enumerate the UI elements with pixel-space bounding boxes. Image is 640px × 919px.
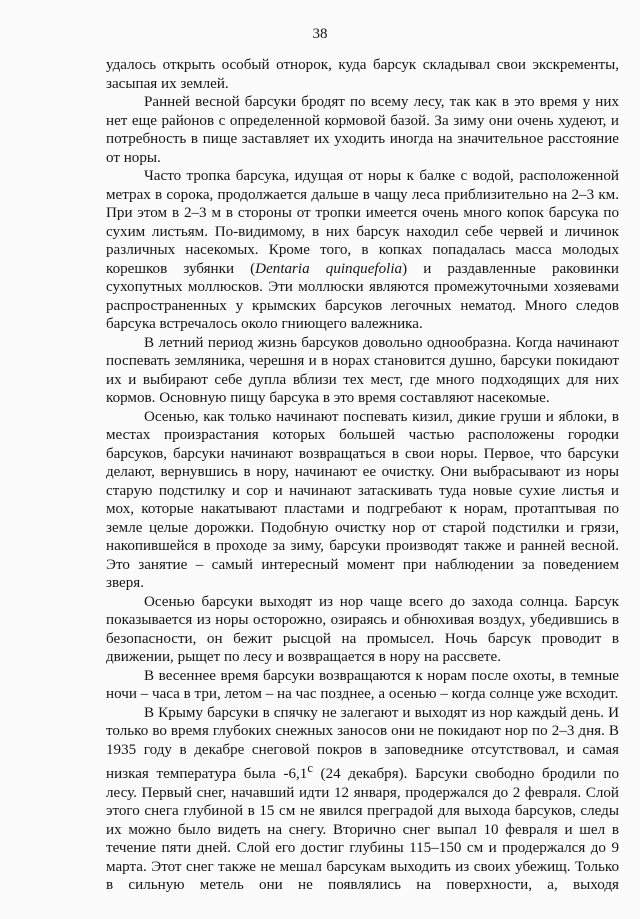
body-text	[106, 56, 619, 895]
page-number: 38	[312, 26, 328, 42]
paragraph: удалось открыть особый отнорок, куда барсук складывал свои экскременты, засыпая их землей.	[106, 57, 619, 92]
paragraph: Ранней весной барсуки бродят по всему лесу, так как в это время у них нет еще районов с определенной кормовой базой. За зиму они очень худеют, и потребность в пище заставляет их уходить иногда на значительное расстояние от норы.	[106, 94, 619, 166]
paragraph-text: Часто тропка барсука, идущая от норы к балке с водой, расположенной метрах в сорока, продолжается дальше в чащу леса приблизительно на 2–3 км. При этом в 2–3 м в стороны от тропки имеется очень много копок барсука по сухим листьям. По-видимому, в них барсук находил себе червей и личинок различных насекомых. Кроме того, в копках попадалась масса молодых корешков зубянки (	[106, 168, 619, 277]
paragraph-text: В Крыму барсуки в спячку не залегают и выходят из нор каждый день. И только во время глубоких снежных заносов они не покидают нор по 2–3 дня. В 1935 году в декабре снеговой покров в заповеднике отсутствовал, и самая низкая температура была -6,1	[106, 704, 619, 783]
paragraph: Осенью, как только начинают поспевать кизил, дикие груши и яблоки, в местах произрастания которых большей частью расположены городки барсуков, барсуки начинают возвращаться в свои норы. Первое, что барсуки делают, вернувшись в нору, начинают ее очистку. Они выбрасывают из норы старую подстилку и сор и начинают затаскивать туда новые сухие листья и мох, которые накатывают пластами и подгребают к норам, протаптывая по земле целые дорожки. Подобную очистку нор от старой подстилки и грязи, накопившейся в проходе за зиму, барсуки производят также и ранней весной. Это занятие – самый интересный момент при наблюдении за поведением зверя.	[106, 408, 619, 591]
paragraph	[106, 704, 619, 895]
species-name: Dentaria quinquefolia	[255, 260, 403, 277]
paragraph: В летний период жизнь барсуков довольно однообразна. Когда начинают поспевать земляника, черешня и в норах становится душно, барсуки покидают их и выбирают себе дупла вблизи тех мест, где много подходящих для них кормов. Основную пищу барсука в это время составляют насекомые.	[106, 334, 619, 406]
paragraph-text: ) и раздавленные раковинки сухопутных моллюсков. Эти моллюски являются промежуточными хозяевами распространенных у крымских барсуков легочных нематод. Много следов барсука встречалось около гниющего валежника.	[106, 260, 619, 332]
paragraph-text: (24 декабря). Барсуки свободно бродили по лесу. Первый снег, начавший идти 12 января, продержался до 2 февраля. Слой этого снега глубиной в 15 см не явился преградой для выхода барсуков, следы их можно было видеть на снегу. Вторично снег выпал 10 февраля и шел в течение пяти дней. Слой его достиг глубины 115–150 см и продержался до 9 марта. Этот снег также не мешал барсукам выходить из своих убежищ. Только в сильную метель они не появлялись на поверхности, а, выходя	[106, 766, 619, 894]
degree-unit: с	[307, 761, 313, 775]
paragraph	[106, 167, 619, 334]
paragraph: Осенью барсуки выходят из нор чаще всего до захода солнца. Барсук показывается из норы осторожно, озираясь и обнюхивая воздух, убедившись в безопасности, он бежит рысцой на промысел. Ночь барсук проводит в движении, рыщет по лесу и возвращается в нору на рассвете.	[106, 593, 619, 665]
paragraph: В весеннее время барсуки возвращаются к норам после охоты, в темные ночи – часа в три, летом – на час позднее, а осенью – когда солнце уже всходит.	[106, 667, 619, 702]
